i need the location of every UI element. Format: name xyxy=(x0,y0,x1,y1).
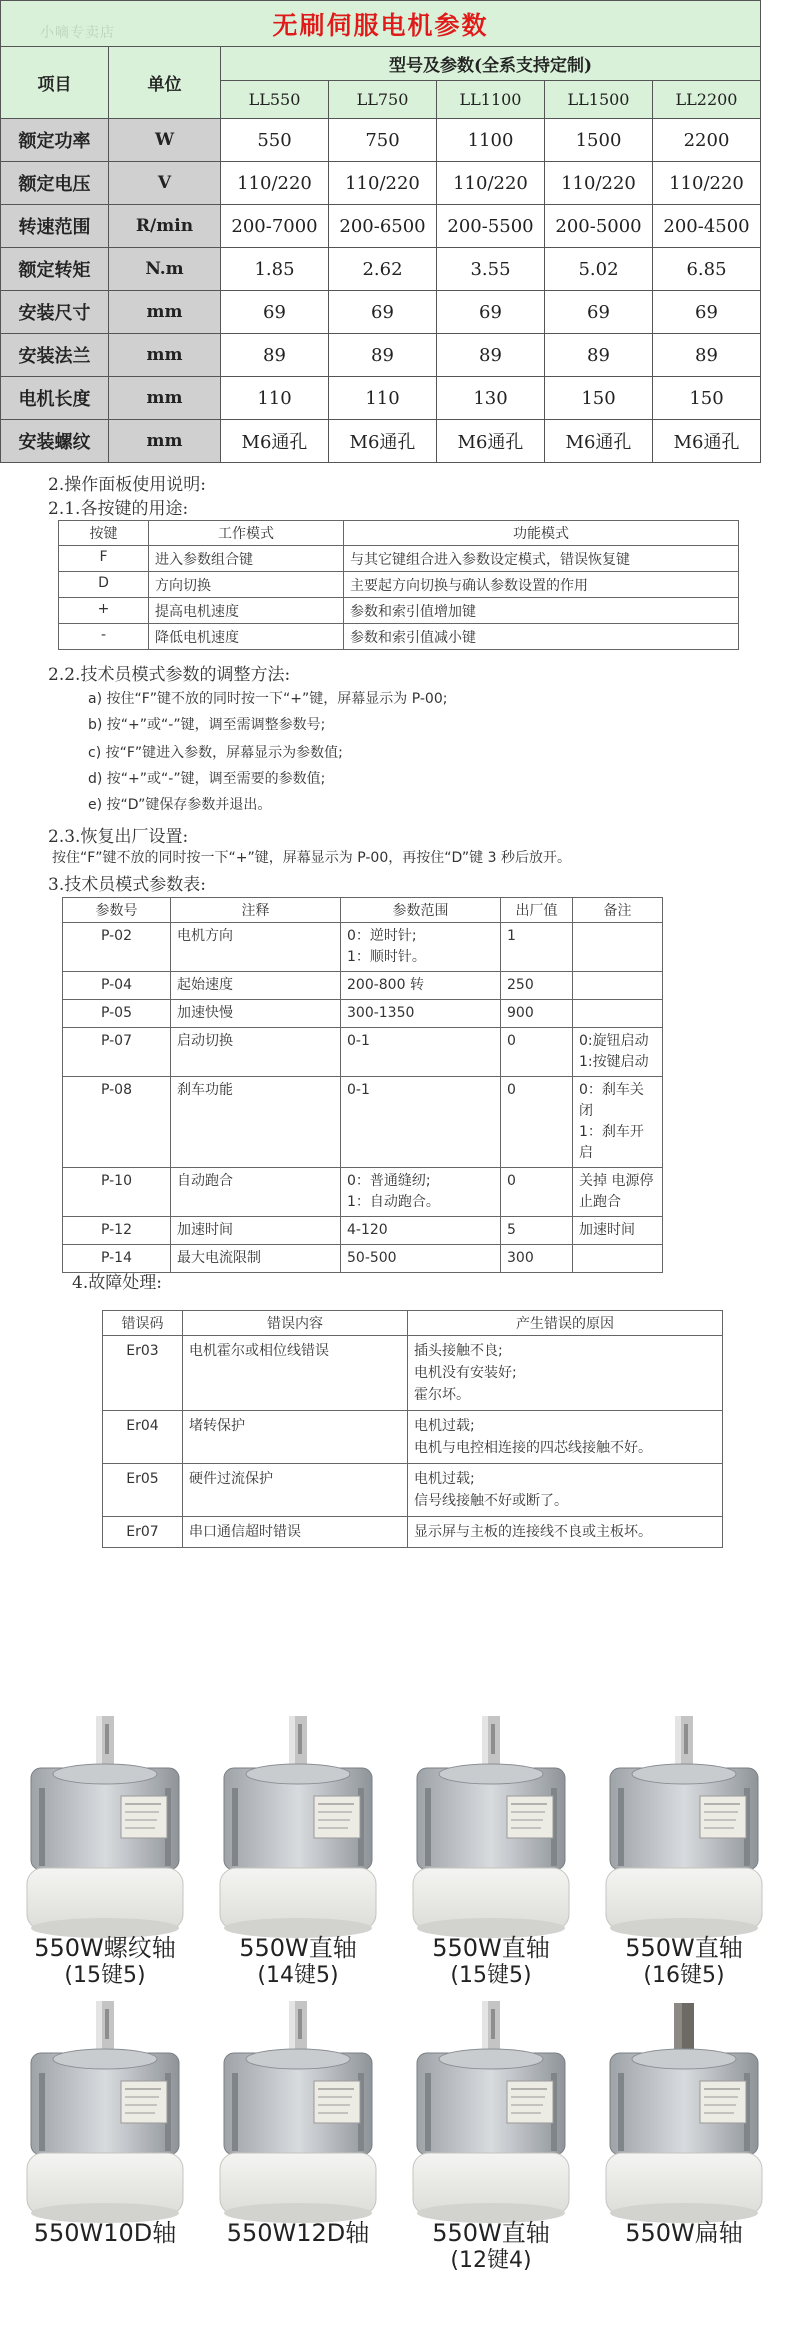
spec-value: 200-7000 xyxy=(221,205,329,248)
params-row-cell xyxy=(573,972,663,1000)
product-sublabel: (16键5) xyxy=(643,1963,725,1988)
servo-motor-image xyxy=(604,1710,764,1945)
spec-value: 69 xyxy=(221,291,329,334)
faults-row xyxy=(103,1411,723,1464)
params-row-cell: 300 xyxy=(501,1245,573,1273)
spec-row-unit: W xyxy=(109,119,221,162)
faults-row xyxy=(103,1464,723,1517)
keys-col-header: 按键 xyxy=(59,521,149,546)
faults-row xyxy=(103,1336,723,1411)
product-label: 550W12D轴 xyxy=(226,2219,370,2247)
faults-row-cell: 显示屏与主板的连接线不良或主板坏。 xyxy=(408,1517,723,1548)
params-row-cell xyxy=(573,923,663,972)
spec-value: 5.02 xyxy=(545,248,653,291)
model-header: LL1100 xyxy=(437,81,545,119)
spec-row xyxy=(1,334,761,377)
col-item-header: 项目 xyxy=(1,47,109,119)
keys-row xyxy=(59,546,739,572)
faults-col-header: 产生错误的原因 xyxy=(408,1311,723,1336)
spec-value: 3.55 xyxy=(437,248,545,291)
faults-col-header: 错误码 xyxy=(103,1311,183,1336)
spec-row xyxy=(1,119,761,162)
spec-row-unit: mm xyxy=(109,334,221,377)
spec-value: 130 xyxy=(437,377,545,420)
params-row-cell: 起始速度 xyxy=(171,972,341,1000)
params-row-cell: P-10 xyxy=(63,1168,171,1217)
model-header: LL750 xyxy=(329,81,437,119)
params-row-cell: 1 xyxy=(501,923,573,972)
servo-motor-image xyxy=(25,1995,185,2230)
spec-value: 6.85 xyxy=(653,248,761,291)
params-row-cell: 0 xyxy=(501,1168,573,1217)
spec-title: 无刷伺服电机参数 xyxy=(1,1,761,47)
section-heading-restore: 2.3.恢复出厂设置: xyxy=(48,827,189,847)
model-header: LL2200 xyxy=(653,81,761,119)
params-row-cell: P-02 xyxy=(63,923,171,972)
spec-value: 1.85 xyxy=(221,248,329,291)
params-row-cell: 刹车功能 xyxy=(171,1077,341,1168)
params-row-cell: P-07 xyxy=(63,1028,171,1077)
faults-table xyxy=(102,1310,723,1548)
spec-row-name: 额定功率 xyxy=(1,119,109,162)
spec-row-unit: N.m xyxy=(109,248,221,291)
faults-row-cell: 电机过载; 电机与电控相连接的四芯线接触不好。 xyxy=(408,1411,723,1464)
spec-value: 1100 xyxy=(437,119,545,162)
spec-value: 110 xyxy=(221,377,329,420)
spec-value: 110/220 xyxy=(329,162,437,205)
product-label: 550W直轴 xyxy=(432,2219,550,2247)
params-row-cell: P-12 xyxy=(63,1217,171,1245)
params-row-cell: 电机方向 xyxy=(171,923,341,972)
col-unit-header: 单位 xyxy=(109,47,221,119)
params-col-header: 参数号 xyxy=(63,898,171,923)
params-table xyxy=(62,897,663,1273)
params-row xyxy=(63,1028,663,1077)
params-row-cell: 250 xyxy=(501,972,573,1000)
params-row xyxy=(63,972,663,1000)
keys-row-cell: + xyxy=(59,598,149,624)
spec-table-section xyxy=(0,0,760,463)
params-row-cell: 50-500 xyxy=(341,1245,501,1273)
keys-row-cell: 进入参数组合键 xyxy=(149,546,344,572)
servo-motor-image xyxy=(218,1995,378,2230)
keys-row xyxy=(59,598,739,624)
spec-row-name: 电机长度 xyxy=(1,377,109,420)
params-row-cell: 加速时间 xyxy=(171,1217,341,1245)
keys-row-cell: 参数和索引值增加键 xyxy=(344,598,739,624)
params-row xyxy=(63,1077,663,1168)
spec-value: M6通孔 xyxy=(437,420,545,463)
spec-row-unit: mm xyxy=(109,291,221,334)
params-row-cell: 4-120 xyxy=(341,1217,501,1245)
params-row-cell: 0 xyxy=(501,1028,573,1077)
params-row-cell: 0-1 xyxy=(341,1028,501,1077)
keys-row-cell: - xyxy=(59,624,149,650)
params-row-cell: 关掉 电源停 止跑合 xyxy=(573,1168,663,1217)
keys-row-cell: 提高电机速度 xyxy=(149,598,344,624)
spec-value: 200-5000 xyxy=(545,205,653,248)
keys-row-cell: F xyxy=(59,546,149,572)
params-row-cell: 0：刹车关闭 1：刹车开启 xyxy=(573,1077,663,1168)
params-row-cell: 0-1 xyxy=(341,1077,501,1168)
keys-row-cell: 与其它键组合进入参数设定模式，错误恢复键 xyxy=(344,546,739,572)
params-row-cell: 200-800 转 xyxy=(341,972,501,1000)
spec-row-unit: V xyxy=(109,162,221,205)
keys-row xyxy=(59,624,739,650)
spec-value: 110/220 xyxy=(221,162,329,205)
keys-row-cell: 参数和索引值减小键 xyxy=(344,624,739,650)
spec-row xyxy=(1,291,761,334)
spec-value: 110/220 xyxy=(437,162,545,205)
keys-table xyxy=(58,520,739,650)
params-row-cell: P-08 xyxy=(63,1077,171,1168)
spec-value: 200-4500 xyxy=(653,205,761,248)
product-photo xyxy=(411,1995,571,2234)
spec-row-name: 安装螺纹 xyxy=(1,420,109,463)
faults-row-cell: 堵转保护 xyxy=(183,1411,408,1464)
faults-row-cell: 电机过载; 信号线接触不好或断了。 xyxy=(408,1464,723,1517)
product-sublabel: (14键5) xyxy=(257,1963,339,1988)
spec-row xyxy=(1,377,761,420)
spec-value: M6通孔 xyxy=(653,420,761,463)
spec-value: 110/220 xyxy=(545,162,653,205)
faults-col-header: 错误内容 xyxy=(183,1311,408,1336)
product-label: 550W扁轴 xyxy=(625,2219,743,2247)
spec-row xyxy=(1,205,761,248)
restore-text: 按住“F”键不放的同时按一下“+”键，屏幕显示为 P-00，再按住“D”键 3 秒后放开。 xyxy=(52,850,571,866)
params-row-cell: 启动切换 xyxy=(171,1028,341,1077)
keys-row-cell: 降低电机速度 xyxy=(149,624,344,650)
params-row-cell: 0：普通缝纫; 1：自动跑合。 xyxy=(341,1168,501,1217)
faults-row-cell: Er03 xyxy=(103,1336,183,1411)
spec-value: M6通孔 xyxy=(329,420,437,463)
keys-col-header: 功能模式 xyxy=(344,521,739,546)
product-sublabel: (15键5) xyxy=(450,1963,532,1988)
spec-value: 69 xyxy=(437,291,545,334)
section-heading-panel: 2.操作面板使用说明: xyxy=(48,475,206,495)
params-row-cell: 0 xyxy=(501,1077,573,1168)
keys-row-cell: 主要起方向切换与确认参数设置的作用 xyxy=(344,572,739,598)
spec-value: 550 xyxy=(221,119,329,162)
adjust-step: e) 按“D”键保存参数并退出。 xyxy=(88,797,272,813)
product-label: 550W螺纹轴 xyxy=(34,1934,176,1962)
section-heading-adjust: 2.2.技术员模式参数的调整方法: xyxy=(48,665,291,685)
spec-row xyxy=(1,420,761,463)
spec-value: 150 xyxy=(545,377,653,420)
spec-row-name: 额定电压 xyxy=(1,162,109,205)
product-label: 550W10D轴 xyxy=(33,2219,177,2247)
faults-row-cell: Er04 xyxy=(103,1411,183,1464)
spec-row-name: 转速范围 xyxy=(1,205,109,248)
params-row-cell: P-05 xyxy=(63,1000,171,1028)
product-photo xyxy=(218,1995,378,2234)
spec-value: M6通孔 xyxy=(221,420,329,463)
spec-table xyxy=(0,0,761,463)
spec-value: 2.62 xyxy=(329,248,437,291)
keys-row-cell: D xyxy=(59,572,149,598)
model-header: LL550 xyxy=(221,81,329,119)
params-row-cell: 900 xyxy=(501,1000,573,1028)
spec-value: 69 xyxy=(653,291,761,334)
params-col-header: 注释 xyxy=(171,898,341,923)
product-photo xyxy=(604,1710,764,1949)
faults-row-cell: Er05 xyxy=(103,1464,183,1517)
params-row-cell: P-04 xyxy=(63,972,171,1000)
faults-row-cell: 插头接触不良; 电机没有安装好; 霍尔坏。 xyxy=(408,1336,723,1411)
servo-motor-image xyxy=(25,1710,185,1945)
params-col-header: 备注 xyxy=(573,898,663,923)
params-row-cell: 0:旋钮启动 1:按键启动 xyxy=(573,1028,663,1077)
spec-value: 1500 xyxy=(545,119,653,162)
model-header: LL1500 xyxy=(545,81,653,119)
params-row xyxy=(63,923,663,972)
faults-row-cell: Er07 xyxy=(103,1517,183,1548)
product-photo xyxy=(25,1710,185,1949)
params-row-cell: 最大电流限制 xyxy=(171,1245,341,1273)
spec-row-name: 安装尺寸 xyxy=(1,291,109,334)
params-row xyxy=(63,1000,663,1028)
params-row-cell: 5 xyxy=(501,1217,573,1245)
spec-row-unit: R/min xyxy=(109,205,221,248)
spec-value: 69 xyxy=(329,291,437,334)
spec-row-unit: mm xyxy=(109,420,221,463)
product-label: 550W直轴 xyxy=(239,1934,357,1962)
faults-row-cell: 串口通信超时错误 xyxy=(183,1517,408,1548)
servo-motor-image xyxy=(604,1995,764,2230)
params-row-cell xyxy=(573,1245,663,1273)
keys-row xyxy=(59,572,739,598)
section-heading-faults: 4.故障处理: xyxy=(72,1273,162,1293)
spec-value: 200-6500 xyxy=(329,205,437,248)
params-row-cell xyxy=(573,1000,663,1028)
params-row-cell: P-14 xyxy=(63,1245,171,1273)
spec-value: 750 xyxy=(329,119,437,162)
adjust-step: d) 按“+”或“-”键，调至需要的参数值; xyxy=(88,771,326,787)
spec-row-name: 安装法兰 xyxy=(1,334,109,377)
keys-col-header: 工作模式 xyxy=(149,521,344,546)
params-row-cell: 300-1350 xyxy=(341,1000,501,1028)
spec-value: 89 xyxy=(329,334,437,377)
product-photo xyxy=(25,1995,185,2234)
product-label: 550W直轴 xyxy=(432,1934,550,1962)
spec-value: 89 xyxy=(437,334,545,377)
faults-row xyxy=(103,1517,723,1548)
params-row-cell: 0：逆时针; 1：顺时针。 xyxy=(341,923,501,972)
params-row-cell: 加速快慢 xyxy=(171,1000,341,1028)
watermark: 小嘀专卖店 xyxy=(40,25,115,41)
spec-value: M6通孔 xyxy=(545,420,653,463)
servo-motor-image xyxy=(218,1710,378,1945)
params-col-header: 参数范围 xyxy=(341,898,501,923)
faults-row-cell: 硬件过流保护 xyxy=(183,1464,408,1517)
spec-value: 150 xyxy=(653,377,761,420)
spec-row xyxy=(1,162,761,205)
product-photo xyxy=(218,1710,378,1949)
spec-row-name: 额定转矩 xyxy=(1,248,109,291)
spec-row-unit: mm xyxy=(109,377,221,420)
params-row xyxy=(63,1168,663,1217)
spec-value: 69 xyxy=(545,291,653,334)
spec-value: 2200 xyxy=(653,119,761,162)
product-photo xyxy=(411,1710,571,1949)
spec-value: 89 xyxy=(221,334,329,377)
params-row-cell: 加速时间 xyxy=(573,1217,663,1245)
params-col-header: 出厂值 xyxy=(501,898,573,923)
spec-value: 89 xyxy=(545,334,653,377)
spec-value: 89 xyxy=(653,334,761,377)
section-heading-params: 3.技术员模式参数表: xyxy=(48,875,206,895)
params-row xyxy=(63,1217,663,1245)
product-label: 550W直轴 xyxy=(625,1934,743,1962)
servo-motor-image xyxy=(411,1995,571,2230)
servo-motor-image xyxy=(411,1710,571,1945)
adjust-step: c) 按“F”键进入参数，屏幕显示为参数值; xyxy=(88,745,343,761)
spec-row xyxy=(1,248,761,291)
adjust-step: a) 按住“F”键不放的同时按一下“+”键，屏幕显示为 P-00; xyxy=(88,691,448,707)
product-sublabel: (15键5) xyxy=(64,1963,146,1988)
spec-value: 200-5500 xyxy=(437,205,545,248)
models-header: 型号及参数(全系支持定制) xyxy=(221,47,761,81)
adjust-step: b) 按“+”或“-”键，调至需调整参数号; xyxy=(88,717,326,733)
params-row-cell: 自动跑合 xyxy=(171,1168,341,1217)
section-subheading-keys: 2.1.各按键的用途: xyxy=(48,499,189,519)
product-photo xyxy=(604,1995,764,2234)
faults-row-cell: 电机霍尔或相位线错误 xyxy=(183,1336,408,1411)
spec-value: 110 xyxy=(329,377,437,420)
product-sublabel: (12键4) xyxy=(450,2248,532,2273)
keys-row-cell: 方向切换 xyxy=(149,572,344,598)
spec-value: 110/220 xyxy=(653,162,761,205)
